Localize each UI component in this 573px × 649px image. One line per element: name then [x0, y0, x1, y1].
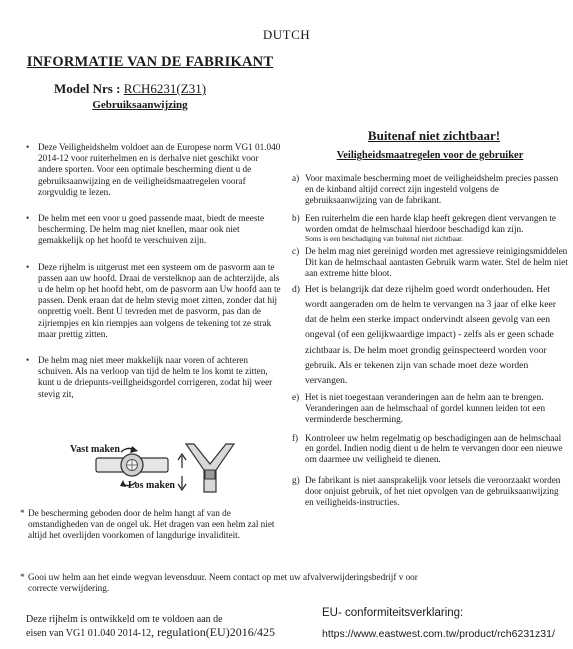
standard-note-line-2: eisen van VG1 01.040 2014-12, regulation(EU)2016/425 — [26, 625, 276, 639]
loosen-label: Los maken — [128, 480, 175, 491]
rule-item: e) Het is niet toegestaan veranderingen aan de helm aan te brengen. Veranderingen aan de helmschaal of gordel kunnen leiden tot een verminderde bescherming. — [292, 392, 546, 424]
left-column — [26, 142, 284, 400]
tighten-label: Vast maken — [70, 444, 120, 455]
eu-declaration-label: EU- conformiteitsverklaring: — [322, 607, 464, 619]
rule-item: d) Het is belangrijk dat deze rijhelm goed wordt onderhouden. Het wordt aangeraden om de helm te vervangen na 3 jaar of elke keer dat de helm een sterke impact ondervindt alseen gevolg van een ongeval (of een gelijkwaardige impact) - zelfs als er geen schade zichtbaar is. De helm moet grondig geïnspecteerd worden voor gebruik. Als er tekenen zijn van schade moet deze worden vervangen. — [292, 283, 556, 387]
guide-title: Gebruiksaanwijzing — [92, 99, 188, 111]
y-strap — [186, 444, 234, 492]
right-title: Buitenaf niet zichtbaar! — [367, 128, 501, 143]
rule-item: g) De fabrikant is niet aansprakelijk voor letsels die veroorzaakt worden door onjuist gebruik, of het niet opvolgen van de gebruiksaanwijzing en veiligheids-instructies. — [292, 475, 561, 507]
left-bullet: • De helm met een voor u goed passende maat, biedt de meeste bescherming. De helm mag niet knellen, maar ook niet gemakkelijk op het hoofd te verschuiven zijn. — [26, 213, 265, 246]
model-line — [54, 81, 218, 97]
left-bullet: • Deze Veiligheidshelm voldoet aan de Europese norm VG1 01.040 2014-12 voor ruiterhelmen en is derhalve niet geschikt voor andere sporten. Voor een optimale bescherming dient u de gebruiksaanwijzing en de veiligheidsmaatregelen vooraf zorgvuldig te lezen. — [26, 142, 281, 197]
standard-note-line-1: Deze rijhelm is ontwikkeld om te voldoen aan de — [26, 614, 223, 625]
standard-note — [26, 614, 275, 640]
rule-item: f) Kontroleer uw helm regelmatig op beschadigingen aan de helmschaal en gordel. Indien nodig dient u de helm te vervangen door een nieuwe om daarmee uw veiligheid te dienen. — [292, 432, 563, 465]
left-bullet: • Deze rijhelm is uitgerust met een systeem om de pasvorm aan te passen aan uw hoofd. Draai de verstelknop aan de achterzijde, als u de helm op het hoofd hebt, om de pasvorm aan Uw hoofd aan te passen. Denk eraan dat de helm stevig moet zitten, zonder dat hij onprettig voelt. Bent U tevreden met de pasvorm, pas dan de zijriempjes en kin riempjes aan volgens de tekening tot ze strak maar prettig zitten. — [26, 261, 281, 339]
left-bullet: • De helm mag niet meer makkelijk naar voren of achteren schuiven. Als na verloop van tijd de helm te los komt te zitten, kunt u de driepunts-veillgheidsgordel corrigeren, zodat hij weer stevig zit, — [26, 355, 273, 399]
model-number: RCH6231(Z31) — [123, 81, 207, 96]
up-down-arrows — [178, 454, 186, 490]
language-heading: DUTCH — [262, 27, 311, 42]
eu-declaration-link[interactable]: https://www.eastwest.com.tw/product/rch6231z31/ — [322, 628, 555, 640]
model-label: Model Nrs : — [54, 81, 121, 96]
rule-item: b) Een ruiterhelm die een harde klap heeft gekregen dient vervangen te worden omdat de helmschaal hierdoor beschadigd kan zijn. Soms is een beschadiging van buitenaf niet zichtbaar. — [292, 213, 568, 243]
rule-item: c) De helm mag niet gereinigd worden met agressieve reinigingsmiddelen Dit kan de helmschaal aantasten Gebruik warm water. Stel de helm niet aan extreme hitte bloot. — [292, 246, 568, 279]
adjuster-diagram — [66, 436, 246, 496]
star-note: * Gooi uw helm aan het einde wegvan levensduur. Neem contact op met uw afvalverwijderingsbedrijf v oor correcte verwijdering. — [20, 572, 418, 594]
rules-list — [292, 173, 568, 507]
page-title: INFORMATIE VAN DE FABRIKANT — [26, 54, 274, 70]
star-note: * De bescherming geboden door de helm hangt af van de omstandigheden van de ongel uk. Het dragen van een helm zal niet altijd het overlijden voorkomen of langdurige invaliditeit. — [20, 508, 275, 541]
rule-small-print: Soms is een beschadiging van buitenaf niet zichtbaar. — [305, 233, 464, 243]
right-subtitle: Veiligheidsmaatregelen voor de gebruiker — [336, 150, 524, 161]
rule-item: a) Voor maximale bescherming moet de veiligheidshelm precies passen en de kinband altijd correct zijn ingesteld volgens de gebruiksaanwijzing van de fabrikant. — [292, 173, 559, 205]
